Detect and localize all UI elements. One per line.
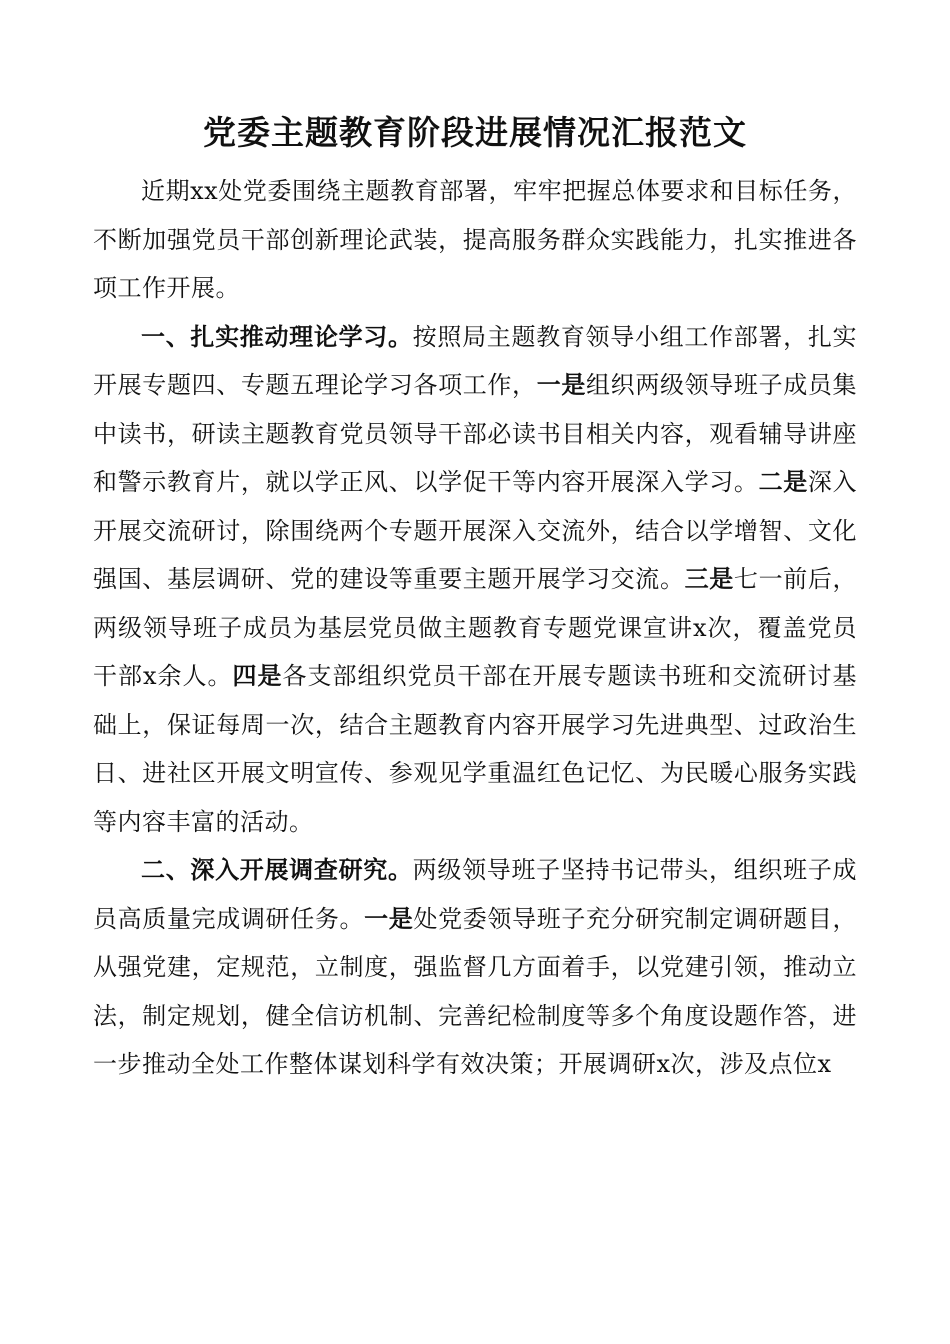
item-text-2: 深入开展交流研讨，除围绕两个专题开展深入交流外，结合以学增智、文化强国、基层调研、党的建设等重要主题开展学习交流。 [93, 468, 858, 593]
section-2-text: 两级领导班子坚持书记带头，组织班子成员高质量完成调研任务。 [93, 856, 858, 933]
item-marker-3: 三是 [684, 565, 734, 593]
section-2-paragraph [93, 846, 857, 1089]
item-marker-1: 一是 [536, 371, 587, 399]
document-title: 党委主题教育阶段进展情况汇报范文 [203, 113, 747, 152]
section-1-text: 按照局主题教育领导小组工作部署，扎实开展专题四、专题五理论学习各项工作， [93, 322, 858, 399]
item-marker-4: 四是 [232, 662, 283, 690]
section-2-heading: 二、深入开展调查研究。 [141, 856, 413, 884]
section-2-item-marker-1: 一是 [364, 904, 414, 933]
item-text-4: 各支部组织党员干部在开展专题读书班和交流研讨基础上，保证每周一次，结合主题教育内容开展学习先进典型、过政治生日、进社区开展文明宣传、参观见学重温红色记忆、为民暖心服务实践等内容丰富的活动。 [93, 662, 857, 836]
section-1-paragraph [93, 313, 857, 847]
section-2-item-text-1: 处党委领导班子充分研究制定调研题目，从强党建，定规范，立制度，强监督几方面着手，以党建引领，推动立法，制定规划，健全信访机制、完善纪检制度等多个角度设题作答，进一步推动全处工作整体谋划科学有效决策；开展调研x次，涉及点位x [93, 904, 858, 1078]
item-text-3: 七一前后，两级领导班子成员为基层党员做主题教育专题党课宣讲x次，覆盖党员干部x余人。 [93, 565, 858, 690]
item-marker-2: 二是 [758, 468, 808, 496]
intro-paragraph: 近期xx处党委围绕主题教育部署，牢牢把握总体要求和目标任务，不断加强党员干部创新理论武装，提高服务群众实践能力，扎实推进各项工作开展。 [93, 177, 857, 302]
section-1-heading: 一、扎实推动理论学习。 [141, 322, 413, 351]
item-text-1: 组织两级领导班子成员集中读书，研读主题教育党员领导干部必读书目相关内容，观看辅导讲座和警示教育片，就以学正风、以学促干等内容开展深入学习。 [93, 371, 858, 496]
document-body [93, 167, 857, 1089]
